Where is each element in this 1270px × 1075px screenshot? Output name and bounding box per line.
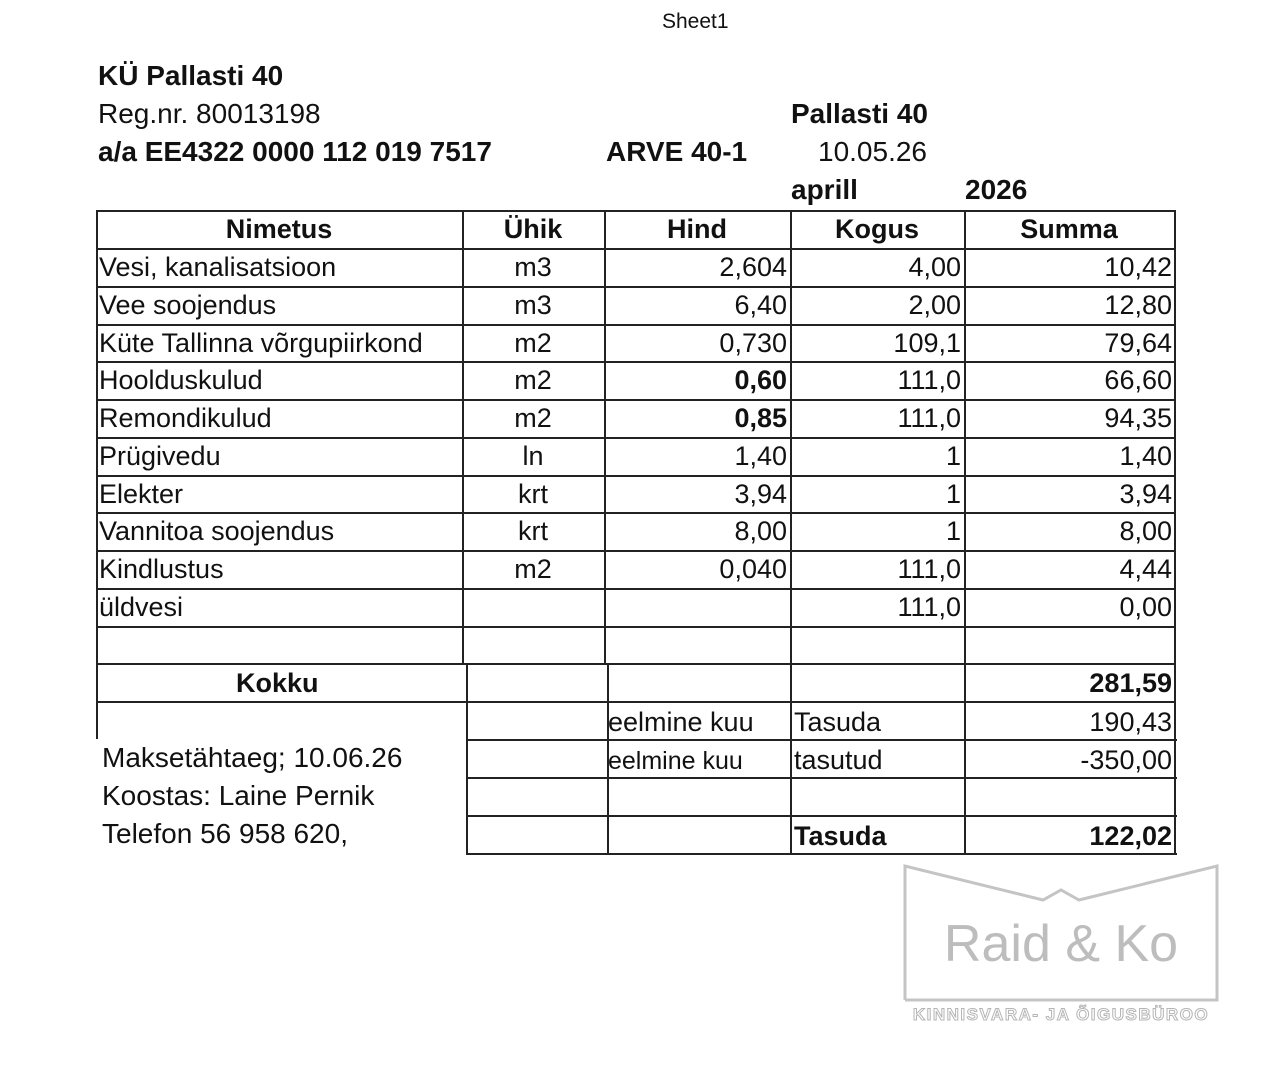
row-qty: 1	[945, 516, 961, 546]
row-price: 8,00	[734, 516, 787, 546]
col-header-price: Hind	[667, 214, 727, 244]
total-label: Kokku	[236, 668, 319, 698]
row-sum: 8,00	[1119, 516, 1172, 546]
row-price: 3,94	[734, 479, 787, 509]
row-price: 0,040	[719, 554, 787, 584]
row-unit: m2	[514, 328, 552, 358]
row-name: Vesi, kanalisatsioon	[99, 252, 337, 282]
row-unit: krt	[518, 516, 548, 546]
invoice-number: ARVE 40-1	[606, 136, 748, 167]
row-price: 0,730	[719, 328, 787, 358]
col-header-sum: Summa	[1020, 214, 1118, 244]
row-sum: 1,40	[1119, 441, 1172, 471]
row-qty: 109,1	[893, 328, 961, 358]
row-name: üldvesi	[99, 592, 184, 622]
prev-due-label: eelmine kuu	[608, 707, 754, 737]
amount-due-label: Tasuda	[794, 821, 887, 851]
row-name: Küte Tallinna võrgupiirkond	[99, 328, 423, 358]
watermark-brand: Raid & Ko	[943, 915, 1179, 973]
watermark-tagline: KINNISVARA- JA ÕIGUSBÜROO	[912, 1005, 1210, 1024]
address: Pallasti 40	[791, 98, 928, 129]
row-sum: 94,35	[1104, 403, 1172, 433]
period-month: aprill	[791, 174, 858, 205]
row-sum: 10,42	[1104, 252, 1172, 282]
org-name: KÜ Pallasti 40	[98, 60, 284, 91]
row-price: 0,85	[734, 403, 787, 433]
prev-paid-value: -350,00	[1080, 745, 1172, 775]
row-unit: m3	[514, 290, 552, 320]
amount-due-value: 122,02	[1089, 821, 1172, 851]
prev-paid-label: eelmine kuu	[608, 747, 743, 775]
reg-number: Reg.nr. 80013198	[98, 98, 321, 129]
row-qty: 2,00	[908, 290, 961, 320]
row-unit: ln	[522, 441, 544, 471]
prepared-by: Koostas: Laine Pernik	[102, 780, 375, 811]
bank-account: a/a EE4322 0000 112 019 7517	[98, 136, 492, 167]
table-hline	[96, 626, 1175, 628]
col-header-unit: Ühik	[503, 214, 563, 244]
row-price: 6,40	[734, 290, 787, 320]
row-qty: 111,0	[897, 554, 961, 584]
row-price: 0,60	[734, 365, 787, 395]
row-unit: m3	[514, 252, 552, 282]
row-price: 2,604	[719, 252, 787, 282]
row-sum: 4,44	[1119, 554, 1172, 584]
row-unit: m2	[514, 554, 552, 584]
total-value: 281,59	[1089, 668, 1172, 698]
col-header-name: Nimetus	[225, 214, 333, 244]
row-sum: 66,60	[1104, 365, 1172, 395]
period-year: 2026	[965, 174, 1028, 205]
row-unit: m2	[514, 403, 552, 433]
col-header-qty: Kogus	[835, 214, 919, 244]
row-qty: 111,0	[897, 403, 961, 433]
row-name: Kindlustus	[99, 554, 224, 584]
row-price: 1,40	[734, 441, 787, 471]
phone-number: Telefon 56 958 620,	[102, 818, 348, 849]
row-qty: 1	[945, 441, 961, 471]
prev-due-type: Tasuda	[794, 707, 882, 737]
row-name: Vannitoa soojendus	[99, 516, 335, 546]
payment-deadline: Maksetähtaeg; 10.06.26	[102, 742, 403, 773]
row-qty: 4,00	[908, 252, 961, 282]
row-name: Vee soojendus	[99, 290, 277, 320]
row-unit: krt	[518, 479, 548, 509]
row-qty: 111,0	[897, 365, 961, 395]
row-sum: 0,00	[1119, 592, 1172, 622]
row-sum: 12,80	[1104, 290, 1172, 320]
row-name: Elekter	[99, 479, 184, 509]
row-name: Hoolduskulud	[99, 365, 263, 395]
table-vline	[1174, 210, 1176, 853]
row-name: Prügivedu	[99, 441, 221, 471]
row-name: Remondikulud	[99, 403, 272, 433]
row-sum: 3,94	[1119, 479, 1172, 509]
invoice-date: 10.05.26	[818, 136, 927, 167]
table-vline	[96, 210, 98, 739]
row-unit: m2	[514, 365, 552, 395]
sheet-label: Sheet1	[662, 10, 729, 33]
row-sum: 79,64	[1104, 328, 1172, 358]
prev-paid-type: tasutud	[794, 745, 883, 775]
row-qty: 111,0	[897, 592, 961, 622]
table-vline	[466, 663, 468, 853]
prev-due-value: 190,43	[1089, 707, 1172, 737]
row-qty: 1	[945, 479, 961, 509]
